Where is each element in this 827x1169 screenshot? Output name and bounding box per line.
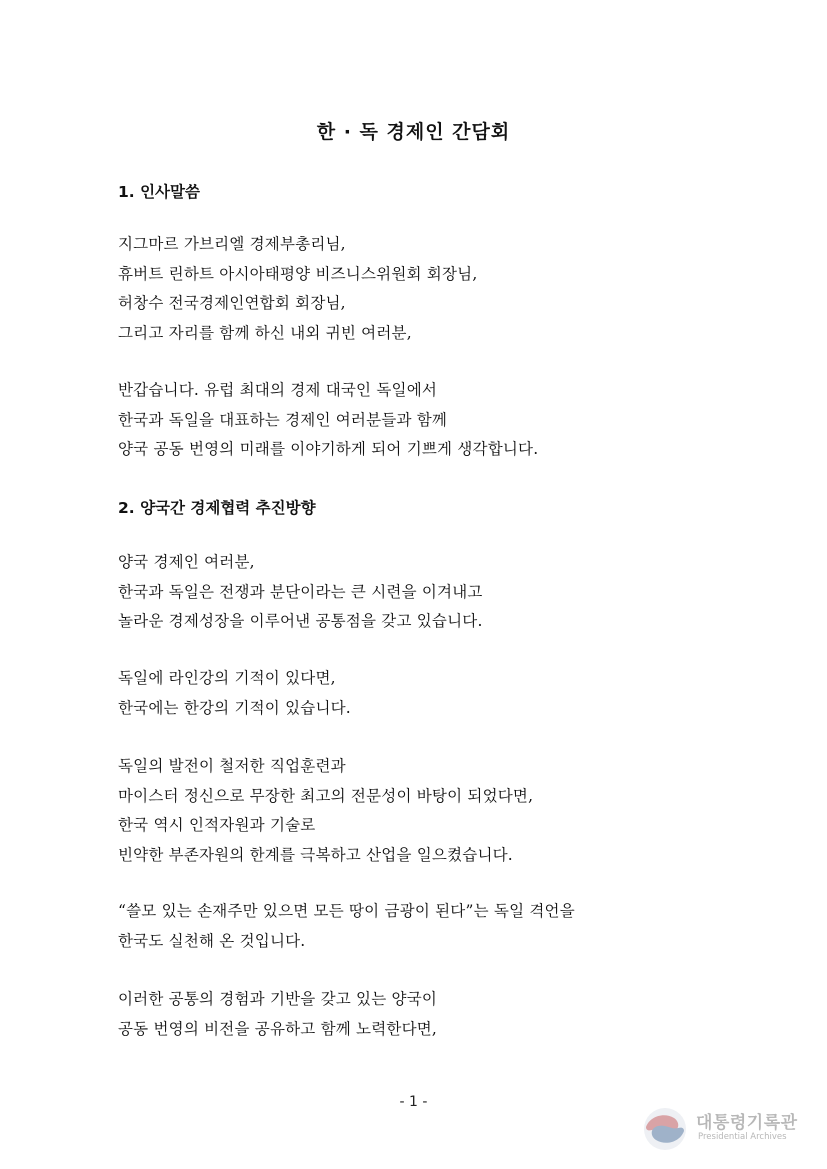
archive-name-english: Presidential Archives <box>698 1132 787 1142</box>
paragraph-greeting-welcome <box>118 376 718 465</box>
text-line: 공동 번영의 비전을 공유하고 함께 노력한다면, <box>118 1019 438 1038</box>
paragraph-miracles <box>118 664 718 723</box>
section-heading-greeting: 1. 인사말씀 <box>118 183 200 201</box>
text-line: 이러한 공통의 경험과 기반을 갖고 있는 양국이 <box>118 990 438 1008</box>
section-heading-cooperation: 2. 양국간 경제협력 추진방향 <box>118 499 316 517</box>
text-line: 놀라운 경제성장을 이루어낸 공통점을 갖고 있습니다. <box>118 612 483 630</box>
text-line: 한국에는 한강의 기적이 있습니다. <box>118 698 351 717</box>
paragraph-shared-vision <box>118 985 718 1044</box>
text-line: 한국 역시 인적자원과 기술로 <box>118 816 316 834</box>
page-number: - 1 - <box>399 1094 428 1110</box>
text-line: 그리고 자리를 함께 하신 내외 귀빈 여러분, <box>118 323 412 342</box>
text-line: 독일의 발전이 철저한 직업훈련과 <box>118 757 346 775</box>
presidential-archives-watermark <box>642 1100 812 1156</box>
archive-name-korean: 대통령기록관 <box>696 1113 798 1133</box>
text-line: 한국과 독일을 대표하는 경제인 여러분들과 함께 <box>118 410 448 429</box>
taegeuk-emblem-icon <box>642 1106 688 1152</box>
text-line: 양국 공동 번영의 미래를 이야기하게 되어 기쁘게 생각합니다. <box>118 440 539 458</box>
paragraph-greeting-addressees <box>118 230 718 348</box>
text-line: 허창수 전국경제인연합회 회장님, <box>118 294 346 312</box>
text-line: 한국도 실천해 온 것입니다. <box>118 931 306 950</box>
text-line: 지그마르 가브리엘 경제부총리님, <box>118 235 346 253</box>
text-line: 빈약한 부존자원의 한계를 극복하고 산업을 일으켰습니다. <box>118 845 513 864</box>
text-line: 마이스터 정신으로 무장한 최고의 전문성이 바탕이 되었다면, <box>118 786 534 805</box>
text-line: 독일에 라인강의 기적이 있다면, <box>118 669 336 687</box>
text-line: 휴버트 린하트 아시아태평양 비즈니스위원회 회장님, <box>118 264 478 283</box>
page-title: 한 · 독 경제인 간담회 <box>316 121 511 143</box>
text-line: 한국과 독일은 전쟁과 분단이라는 큰 시련을 이겨내고 <box>118 582 483 601</box>
paragraph-german-proverb <box>118 897 718 956</box>
text-line: 반갑습니다. 유럽 최대의 경제 대국인 독일에서 <box>118 381 438 399</box>
paragraph-common-growth <box>118 548 718 637</box>
text-line: 양국 경제인 여러분, <box>118 553 255 571</box>
paragraph-vocational-training <box>118 752 718 870</box>
text-line: “쓸모 있는 손재주만 있으면 모든 땅이 금광이 된다”는 독일 격언을 <box>118 902 575 920</box>
